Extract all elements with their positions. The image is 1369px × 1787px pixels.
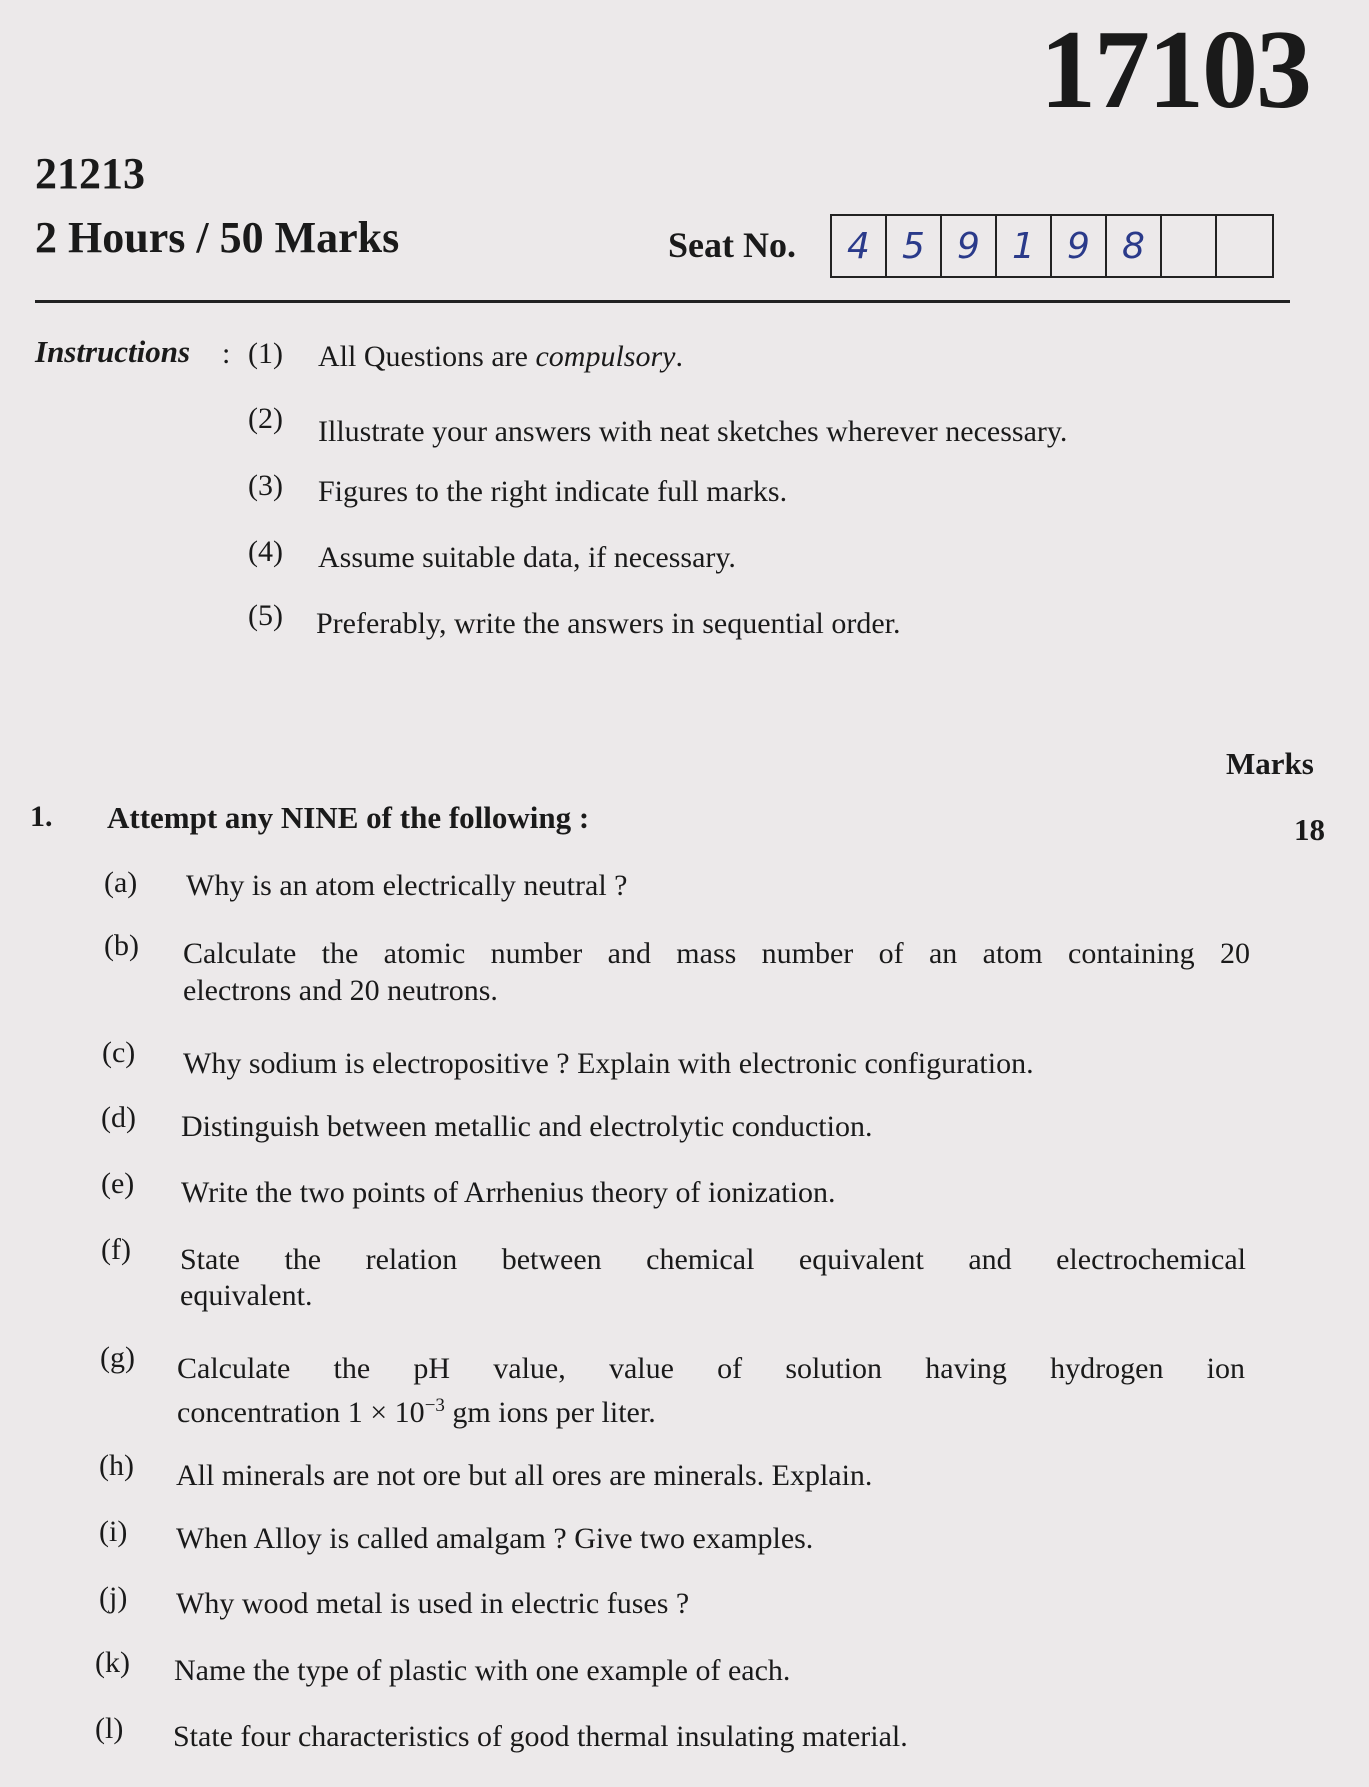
part-text: Write the two points of Arrhenius theory of ionization. [181, 1176, 836, 1209]
marks-heading: Marks [1226, 746, 1314, 781]
question-marks: 18 [1294, 812, 1325, 847]
duration-marks: 2 Hours / 50 Marks [35, 213, 400, 262]
part-label: (g) [100, 1341, 135, 1374]
instructions-colon: : [222, 337, 231, 370]
part-label: (f) [101, 1233, 131, 1266]
part-label: (b) [104, 929, 139, 962]
instruction-text: Illustrate your answers with neat sketches wherever necessary. [318, 415, 1068, 448]
part-text: Calculate the atomic number and mass number of an atom containing 20 [183, 937, 1250, 970]
subject-code: 17103 [1040, 8, 1310, 132]
part-text: Distinguish between metallic and electrolytic conduction. [181, 1110, 873, 1143]
part-label: (i) [99, 1515, 128, 1548]
seat-cell [1162, 216, 1217, 276]
part-label: (a) [104, 866, 138, 899]
instruction-text: Preferably, write the answers in sequential order. [316, 607, 901, 640]
instruction-text: Figures to the right indicate full marks. [318, 475, 788, 508]
part-text-continued: concentration $1 \times 10^{-3}$ gm ions per liter. [177, 1395, 656, 1429]
part-text: When Alloy is called amalgam ? Give two examples. [176, 1522, 814, 1555]
part-label: (c) [102, 1036, 136, 1069]
seat-cell: 5 [887, 216, 942, 276]
part-text: Name the type of plastic with one example of each. [174, 1654, 791, 1687]
seat-cell: 9 [1052, 216, 1107, 276]
instruction-number: (5) [248, 599, 283, 632]
header-divider [35, 300, 1290, 303]
seat-label: Seat No. [668, 225, 796, 265]
instruction-number: (3) [248, 469, 283, 502]
part-label: (h) [99, 1449, 134, 1482]
seat-cell [1217, 216, 1272, 276]
seat-number-box [830, 214, 1274, 278]
part-label: (d) [101, 1101, 136, 1134]
instruction-text: All Questions are compulsory. [318, 340, 683, 373]
question-title: Attempt any NINE of the following : [107, 800, 590, 835]
seat-cell: 9 [942, 216, 997, 276]
part-text: State four characteristics of good thermal insulating material. [173, 1720, 908, 1753]
part-text: All minerals are not ore but all ores are minerals. Explain. [176, 1459, 873, 1492]
instruction-number: (4) [248, 535, 283, 568]
seat-cell: 4 [832, 216, 887, 276]
seat-cell: 1 [997, 216, 1052, 276]
question-number: 1. [30, 800, 53, 833]
part-label: (l) [95, 1712, 124, 1745]
part-label: (k) [95, 1646, 130, 1679]
seat-cell: 8 [1107, 216, 1162, 276]
part-text-continued: equivalent. [180, 1279, 313, 1312]
part-text: Why wood metal is used in electric fuses ? [176, 1587, 690, 1620]
part-text: Why is an atom electrically neutral ? [186, 869, 628, 902]
paper-code: 21213 [35, 149, 145, 198]
part-label: (e) [101, 1167, 135, 1200]
part-text: Calculate the pH value, value of solution having hydrogen ion [177, 1352, 1245, 1385]
part-text-continued: electrons and 20 neutrons. [183, 974, 498, 1007]
instruction-number: (2) [248, 402, 283, 435]
part-text: Why sodium is electropositive ? Explain with electronic configuration. [183, 1047, 1034, 1080]
instructions-label: Instructions [35, 334, 191, 369]
instruction-text: Assume suitable data, if necessary. [318, 541, 736, 574]
part-text: State the relation between chemical equivalent and electrochemical [180, 1243, 1246, 1276]
instruction-number: (1) [248, 337, 283, 370]
part-label: (j) [99, 1581, 128, 1614]
